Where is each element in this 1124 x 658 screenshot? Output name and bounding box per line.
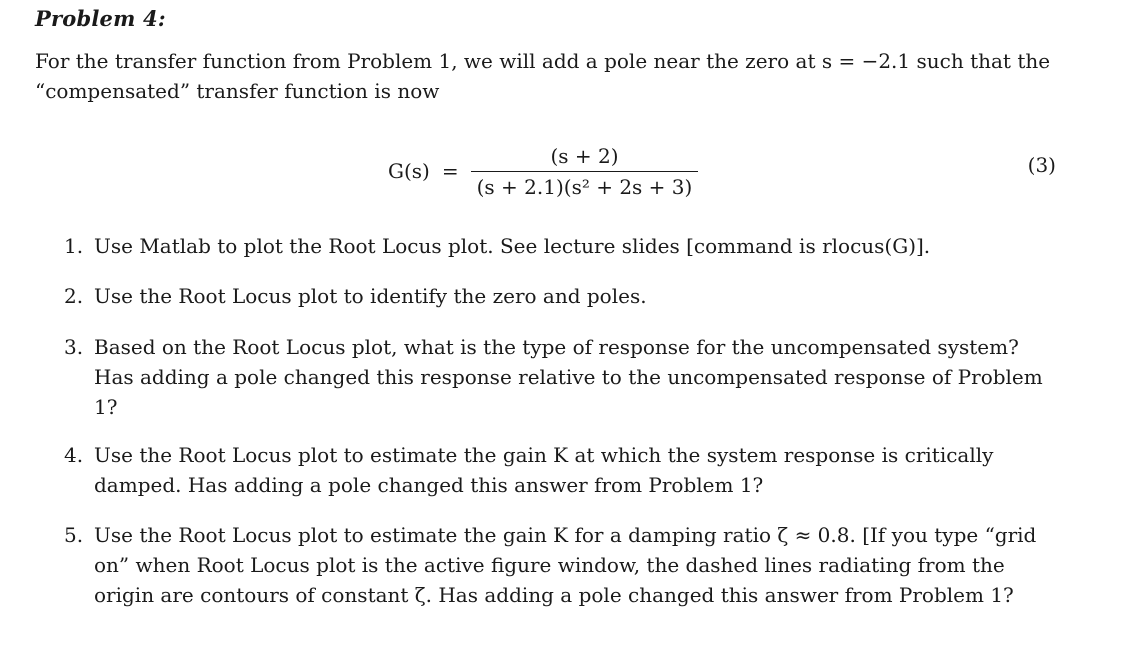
list-item-text: Use the Root Locus plot to estimate the gain K for a damping ratio ζ ≈ 0.8. [If you type “grid on” when Root Locus plot is the active figure window, the dashed lines radiating from the origin are contours of constant ζ. Has adding a pole changed this answer from Problem 1? [94,523,1037,607]
equation-equals: = [441,159,459,183]
list-item-marker: 5. [64,523,84,547]
equation-numerator: (s + 2) [550,143,619,168]
equation-number: (3) [1027,153,1056,177]
list-item-text: Use Matlab to plot the Root Locus plot. See lecture slides [command is rlocus(G)]. [94,234,931,258]
equation-fraction [471,144,699,199]
problem-heading: Problem 4: [35,6,166,31]
transfer-function-equation [388,138,698,204]
list-item-marker: 4. [64,443,84,467]
list-item-marker: 1. [64,234,84,258]
list-item-text: Use the Root Locus plot to identify the zero and poles. [94,284,647,308]
equation-lhs: G(s) [388,159,430,183]
problem-intro: For the transfer function from Problem 1, we will add a pole near the zero at s = −2.1 such that the “compensated” transfer function is now [35,49,1051,103]
list-item-marker: 3. [64,335,84,359]
list-item-text: Use the Root Locus plot to estimate the gain K at which the system response is critically damped. Has adding a pole changed this answer from Problem 1? [94,443,994,497]
equation-denominator: (s + 2.1)(s² + 2s + 3) [476,174,693,199]
list-item-marker: 2. [64,284,84,308]
list-item-text: Based on the Root Locus plot, what is the type of response for the uncompensated system? Has adding a pole changed this response relative to the uncompensated response of Problem 1? [94,335,1043,419]
